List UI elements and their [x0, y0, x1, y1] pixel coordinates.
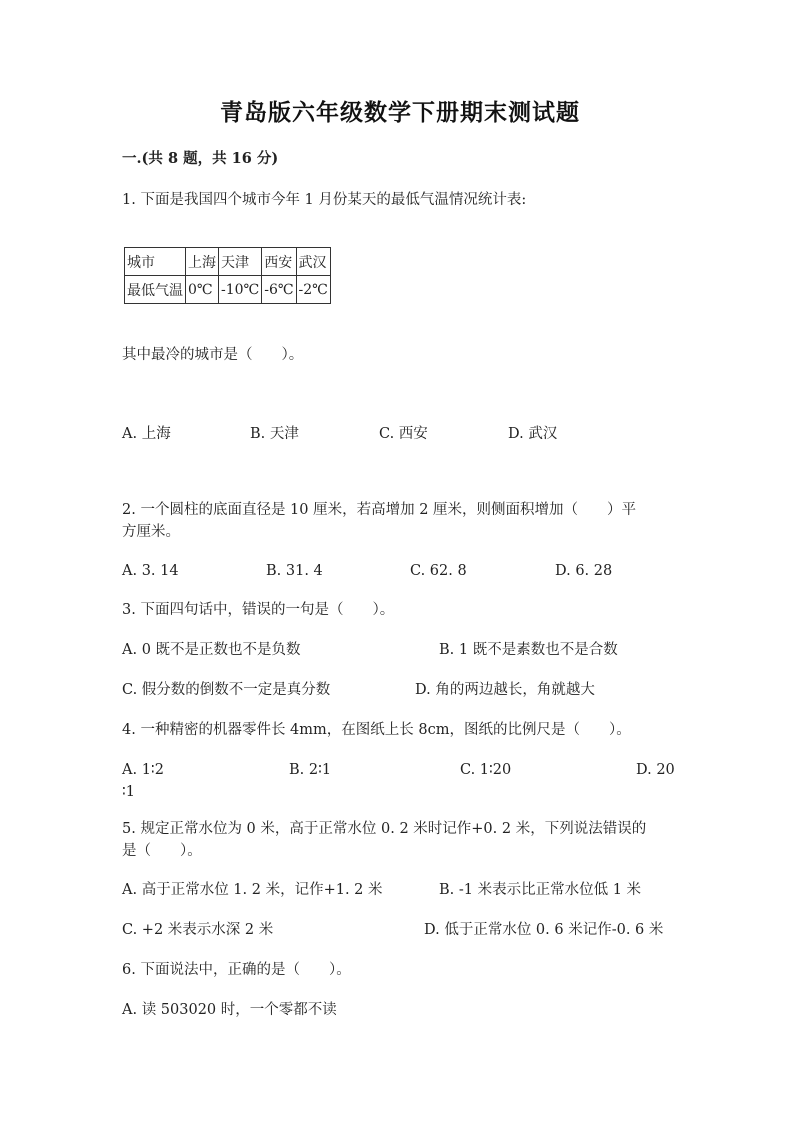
q5-stem-line2: 是（ ）。 — [122, 843, 202, 859]
table-row — [125, 248, 331, 276]
q6-stem: 6. 下面说法中，正确的是（ ）。 — [122, 962, 351, 978]
q5-stem-line1: 5. 规定正常水位为 0 米，高于正常水位 0. 2 米时记作+0. 2 米，下列说法错误的 — [122, 821, 647, 837]
q2-option-a: A. 3. 14 — [122, 563, 179, 579]
table-cell: 武汉 — [296, 248, 330, 276]
table-row — [125, 276, 331, 304]
table-cell: 天津 — [219, 248, 262, 276]
table-cell: -10℃ — [219, 276, 262, 304]
q4-option-c: C. 1∶20 — [460, 762, 512, 778]
q4-option-d: D. 20 — [636, 762, 675, 778]
q5-option-c: C. +2 米表示水深 2 米 — [122, 922, 274, 938]
q4-option-a: A. 1∶2 — [122, 762, 164, 778]
table-cell: -2℃ — [296, 276, 330, 304]
temperature-table — [124, 247, 331, 304]
q3-option-c: C. 假分数的倒数不一定是真分数 — [122, 682, 331, 698]
table-cell: 最低气温 — [125, 276, 186, 304]
table-cell: -6℃ — [262, 276, 296, 304]
q5-option-b: B. -1 米表示比正常水位低 1 米 — [439, 882, 642, 898]
q3-option-d: D. 角的两边越长，角就越大 — [415, 682, 595, 698]
q5-option-d: D. 低于正常水位 0. 6 米记作-0. 6 米 — [424, 922, 664, 938]
exam-title: 青岛版六年级数学下册期末测试题 — [220, 99, 580, 126]
table-cell: 西安 — [262, 248, 296, 276]
q5-option-a: A. 高于正常水位 1. 2 米，记作+1. 2 米 — [122, 882, 383, 898]
q3-stem: 3. 下面四句话中，错误的一句是（ ）。 — [122, 602, 395, 618]
q3-option-b: B. 1 既不是素数也不是合数 — [439, 642, 618, 658]
q4-option-b: B. 2∶1 — [289, 762, 332, 778]
q1-option-a: A. 上海 — [122, 426, 171, 442]
table-cell: 0℃ — [186, 276, 219, 304]
q1-option-b: B. 天津 — [250, 426, 299, 442]
q1-option-c: C. 西安 — [379, 426, 428, 442]
q1-option-d: D. 武汉 — [508, 426, 558, 442]
q2-option-b: B. 31. 4 — [266, 563, 323, 579]
table-cell: 城市 — [125, 248, 186, 276]
q4-stem: 4. 一种精密的机器零件长 4mm，在图纸上长 8cm，图纸的比例尺是（ ）。 — [122, 722, 631, 738]
q3-option-a: A. 0 既不是正数也不是负数 — [122, 642, 301, 658]
q1-question: 其中最冷的城市是（ ）。 — [122, 347, 304, 363]
table-cell: 上海 — [186, 248, 219, 276]
q2-option-c: C. 62. 8 — [410, 563, 467, 579]
q2-stem-line2: 方厘米。 — [122, 524, 180, 540]
q6-option-a: A. 读 503020 时，一个零都不读 — [122, 1002, 337, 1018]
q4-option-d-wrap: ∶1 — [122, 784, 135, 800]
q2-option-d: D. 6. 28 — [555, 563, 613, 579]
q2-stem-line1: 2. 一个圆柱的底面直径是 10 厘米，若高增加 2 厘米，则侧面积增加（ ）平 — [122, 502, 637, 518]
q1-stem: 1. 下面是我国四个城市今年 1 月份某天的最低气温情况统计表: — [122, 192, 527, 208]
section-heading: 一.(共 8 题，共 16 分) — [122, 150, 279, 167]
